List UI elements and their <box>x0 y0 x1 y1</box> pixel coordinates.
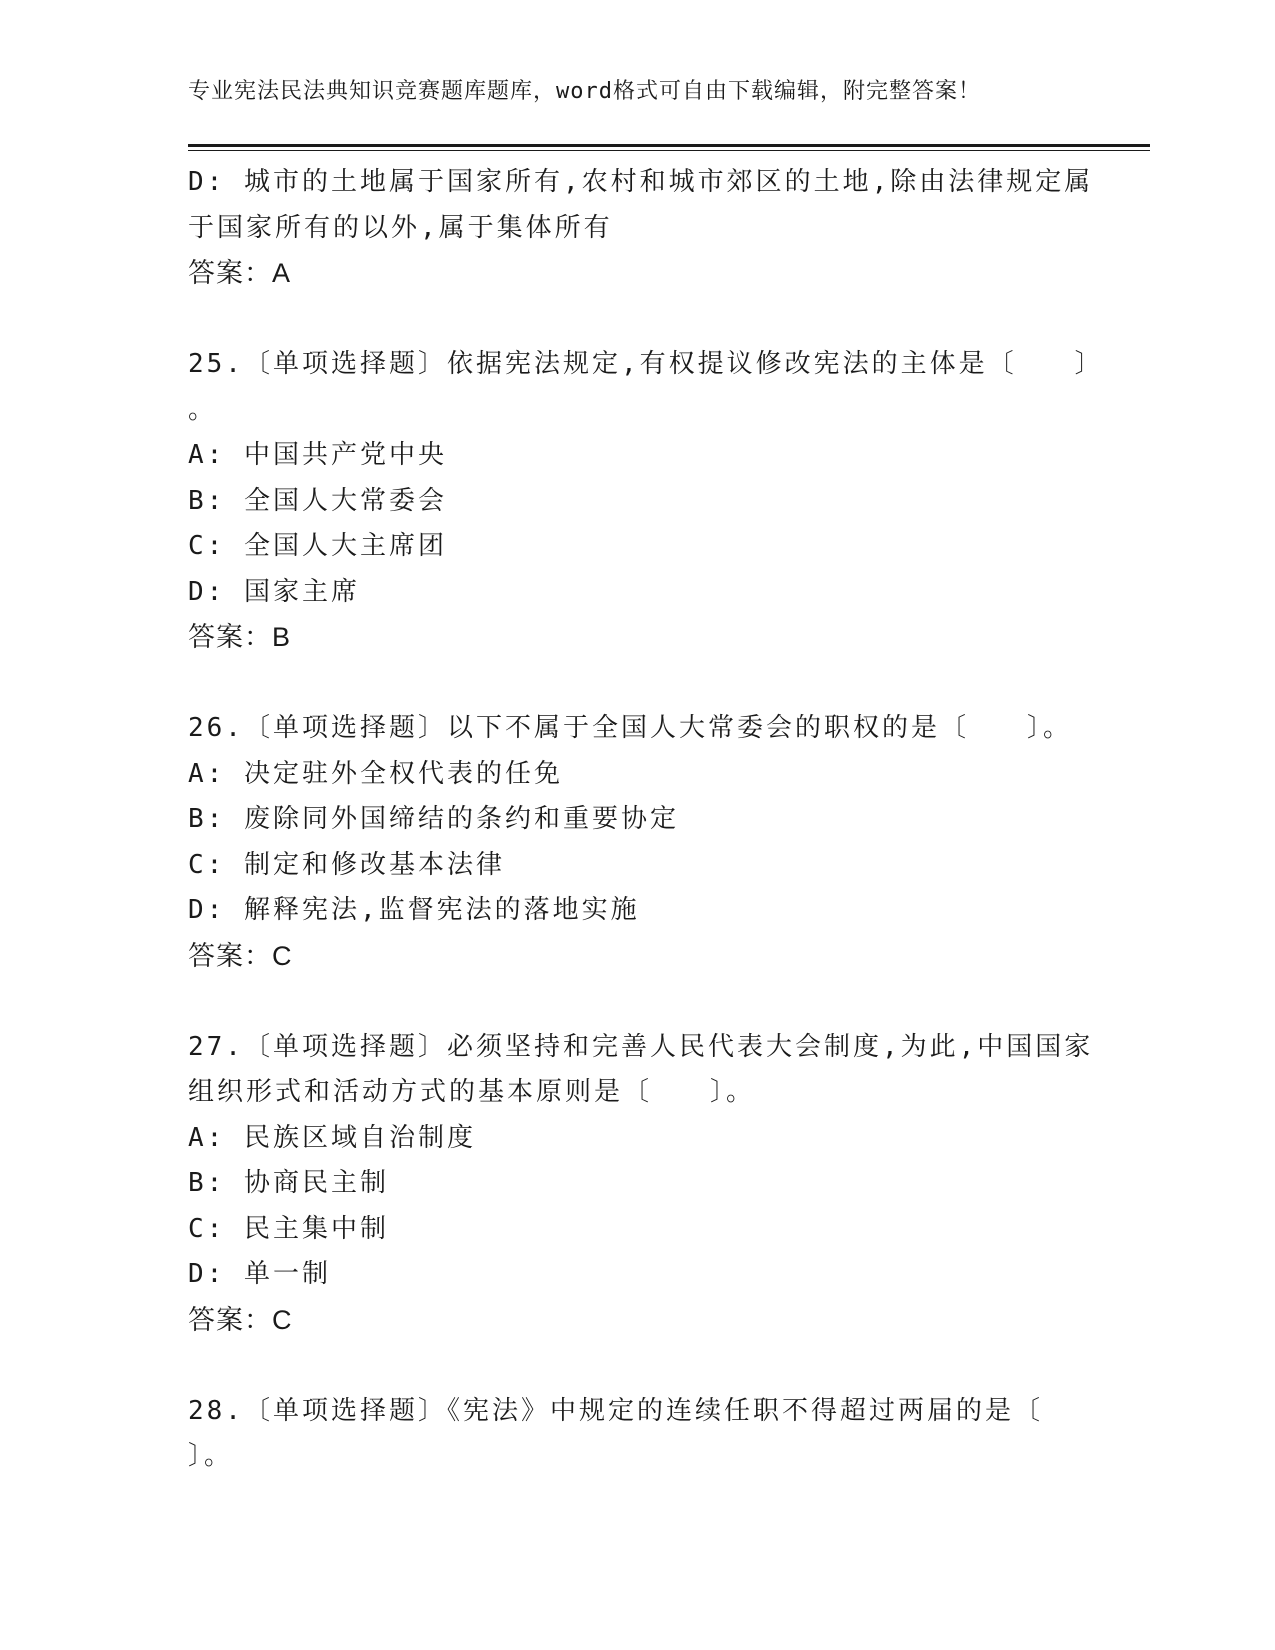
q27-option-a: A: 民族区域自治制度 <box>188 1122 476 1153</box>
q26-stem-line1: 26.〔单项选择题〕以下不属于全国人大常委会的职权的是〔 〕。 <box>188 713 1072 743</box>
q25-option-a: A: 中国共产党中央 <box>188 440 447 470</box>
spacer <box>188 297 1088 343</box>
header-rule-thin <box>188 150 1150 151</box>
q26-answer: 答案：C <box>188 940 293 971</box>
q26-option-b: B: 废除同外国缔结的条约和重要协定 <box>188 804 679 834</box>
q25-option-b: B: 全国人大常委会 <box>188 485 447 516</box>
q25-option-c: C: 全国人大主席团 <box>188 531 447 561</box>
header-rule-thick <box>188 144 1150 147</box>
prev-answer: 答案：A <box>188 258 292 288</box>
spacer <box>188 979 1088 1025</box>
q27-stem-line2: 组织形式和活动方式的基本原则是〔 〕。 <box>188 1077 756 1107</box>
page-header: 专业宪法民法典知识竞赛题库题库，word格式可自由下载编辑，附完整答案！ <box>188 79 981 104</box>
q27-stem-line1: 27.〔单项选择题〕必须坚持和完善人民代表大会制度,为此,中国国家 <box>188 1031 1094 1062</box>
spacer <box>188 661 1088 707</box>
question-content <box>188 160 1104 1480</box>
q27-option-b: B: 协商民主制 <box>188 1168 389 1198</box>
q28-stem-line1: 28.〔单项选择题〕《宪法》中规定的连续任职不得超过两届的是〔 <box>188 1395 1043 1426</box>
prev-option-d-line2: 于国家所有的以外,属于集体所有 <box>188 212 613 243</box>
q27-answer: 答案：C <box>188 1304 293 1335</box>
prev-option-d-line1: D: 城市的土地属于国家所有,农村和城市郊区的土地,除由法律规定属 <box>188 167 1094 197</box>
q25-option-d: D: 国家主席 <box>188 576 360 607</box>
q26-option-c: C: 制定和修改基本法律 <box>188 849 505 880</box>
q27-option-d: D: 单一制 <box>188 1259 331 1289</box>
q25-stem-line2: 。 <box>188 394 218 425</box>
q25-answer: 答案：B <box>188 622 292 652</box>
spacer <box>188 1343 1088 1389</box>
q28-stem-line2: 〕。 <box>188 1441 234 1471</box>
q25-stem-line1: 25.〔单项选择题〕依据宪法规定,有权提议修改宪法的主体是〔 〕 <box>188 349 1104 379</box>
q26-option-d: D: 解释宪法,监督宪法的落地实施 <box>188 895 640 925</box>
q27-option-c: C: 民主集中制 <box>188 1213 389 1244</box>
q26-option-a: A: 决定驻外全权代表的任免 <box>188 758 563 789</box>
